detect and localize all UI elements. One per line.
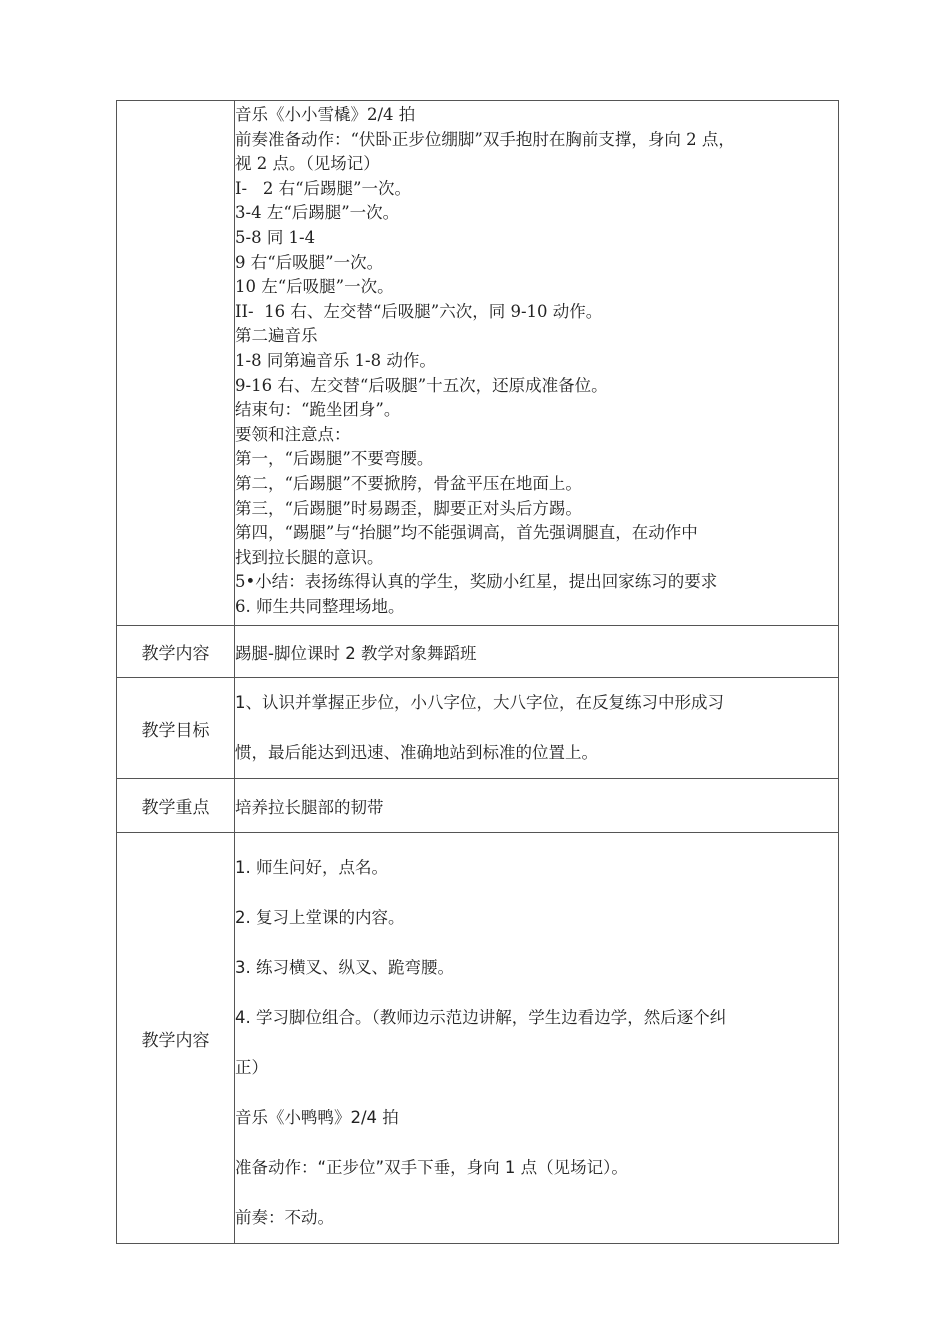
step-line: 1. 师生问好，点名。 <box>235 858 388 877</box>
row-label-empty <box>117 101 235 626</box>
row-label-teaching-content-2: 教学内容 <box>117 833 235 1244</box>
procedure-line: 要领和注意点： <box>235 424 351 444</box>
step-line: 音乐《小鸭鸭》2/4 拍 <box>235 1108 399 1127</box>
procedure-line: 3-4 左“后踢腿”一次。 <box>235 203 400 223</box>
procedure-line: 9-16 右、左交替“后吸腿”十五次，还原成准备位。 <box>235 375 608 395</box>
table-row <box>117 678 839 779</box>
teaching-goal-content <box>235 678 839 779</box>
step-line: 2. 复习上堂课的内容。 <box>235 908 405 927</box>
procedure-line: 6. 师生共同整理场地。 <box>235 596 405 616</box>
step-line: 前奏：不动。 <box>235 1208 334 1227</box>
teaching-focus-content: 培养拉长腿部的韧带 <box>235 779 839 833</box>
procedure-line: I- 2 右“后踢腿”一次。 <box>235 178 411 198</box>
lesson-plan-table <box>116 100 839 1244</box>
procedure-line: 第二，“后踢腿”不要掀胯，骨盆平压在地面上。 <box>235 473 582 493</box>
procedure-line: 第三，“后踢腿”时易踢歪，脚要正对头后方踢。 <box>235 498 582 518</box>
step-line: 准备动作：“正步位”双手下垂，身向 1 点（见场记）。 <box>235 1158 628 1177</box>
procedure-line: 1-8 同第遍音乐 1-8 动作。 <box>235 350 436 370</box>
procedure-line: 9 右“后吸腿”一次。 <box>235 252 384 272</box>
table-row <box>117 101 839 626</box>
procedure-line: 第四，“踢腿”与“抬腿”均不能强调高，首先强调腿直，在动作中 <box>235 523 698 543</box>
procedure-line: 前奏准备动作：“伏卧正步位绷脚”双手抱肘在胸前支撑，身向 2 点， <box>235 129 735 149</box>
procedure-line: 第二遍音乐 <box>235 326 318 346</box>
goal-line: 惯，最后能达到迅速、准确地站到标准的位置上。 <box>235 743 598 762</box>
lesson-info: 踢腿-脚位课时 2 教学对象舞蹈班 <box>235 626 839 678</box>
procedure-line: 10 左“后吸腿”一次。 <box>235 277 394 297</box>
row-label-teaching-focus: 教学重点 <box>117 779 235 833</box>
goal-line: 1、认识并掌握正步位，小八字位，大八字位，在反复练习中形成习 <box>235 693 724 712</box>
step-line: 3. 练习横叉、纵叉、跪弯腰。 <box>235 958 454 977</box>
row-label-teaching-content: 教学内容 <box>117 626 235 678</box>
procedure-line: II- 16 右、左交替“后吸腿”六次，同 9-10 动作。 <box>235 301 603 321</box>
procedure-line: 找到拉长腿的意识。 <box>235 547 384 567</box>
table-row <box>117 779 839 833</box>
step-line: 4. 学习脚位组合。（教师边示范边讲解，学生边看边学，然后逐个纠 <box>235 1008 727 1027</box>
procedure-line: 视 2 点。（见场记） <box>235 154 380 174</box>
step-line: 正） <box>235 1058 268 1077</box>
procedure-line: 5•小结：表扬练得认真的学生，奖励小红星，提出回家练习的要求 <box>235 572 718 592</box>
procedure-line: 第一，“后踢腿”不要弯腰。 <box>235 449 434 469</box>
procedure-line: 音乐《小小雪橇》2/4 拍 <box>235 105 416 124</box>
table-row <box>117 833 839 1244</box>
row-label-teaching-goal: 教学目标 <box>117 678 235 779</box>
procedure-line: 5-8 同 1-4 <box>235 227 316 247</box>
table-row <box>117 626 839 678</box>
procedure-line: 结束句：“跪坐团身”。 <box>235 400 401 420</box>
procedure-content <box>235 101 839 626</box>
teaching-content-steps <box>235 833 839 1244</box>
